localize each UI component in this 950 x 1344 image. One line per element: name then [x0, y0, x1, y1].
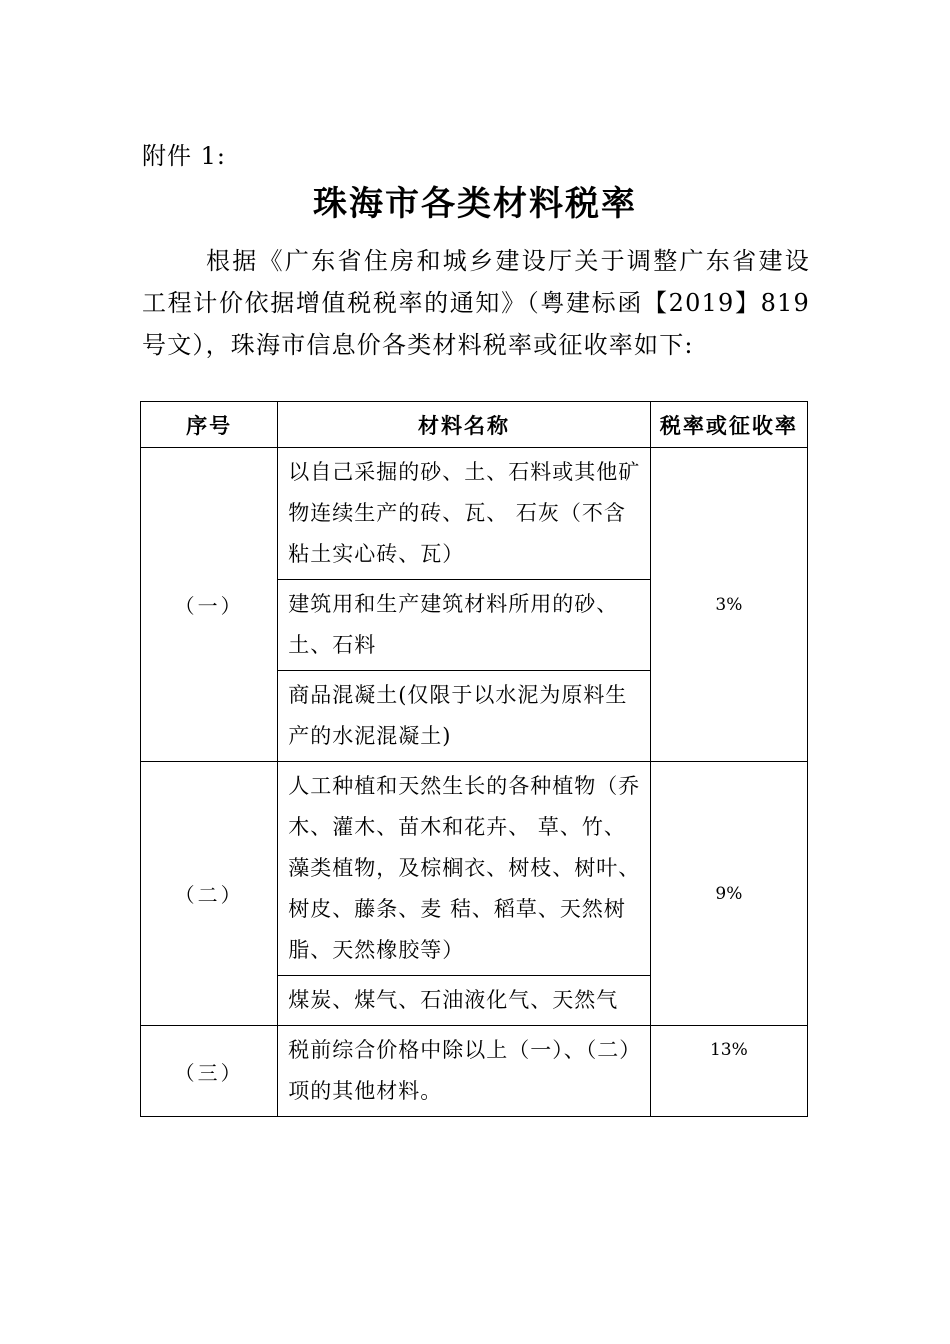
table-row	[141, 448, 808, 580]
group-rate: 9%	[650, 762, 807, 1026]
group-rate: 13%	[650, 1026, 807, 1117]
header-rate: 税率或征收率	[650, 402, 807, 448]
header-no: 序号	[141, 402, 278, 448]
table-row	[141, 762, 808, 976]
intro-paragraph: 根据《广东省住房和城乡建设厅关于调整广东省建设工程计价依据增值税税率的通知》（粤建标函【2019】819号文），珠海市信息价各类材料税率或征收率如下:	[142, 247, 810, 359]
group-number: （一）	[141, 448, 278, 762]
group-number: （三）	[141, 1026, 278, 1117]
tax-rate-table	[140, 401, 808, 1117]
group-rate: 3%	[650, 448, 807, 762]
header-material-name: 材料名称	[278, 402, 651, 448]
material-name: 建筑用和生产建筑材料所用的砂、土、石料	[278, 580, 651, 671]
document-title: 珠海市各类材料税率	[313, 184, 637, 224]
attachment-label: 附件 1:	[142, 142, 226, 170]
material-name: 煤炭、煤气、石油液化气、天然气	[278, 976, 651, 1026]
material-name: 以自己采掘的砂、土、石料或其他矿物连续生产的砖、瓦、 石灰（不含粘土实心砖、瓦）	[278, 448, 651, 580]
material-name: 税前综合价格中除以上（一）、（二）项的其他材料。	[278, 1026, 651, 1117]
table-row	[141, 1026, 808, 1117]
material-name: 商品混凝土(仅限于以水泥为原料生产的水泥混凝土)	[278, 671, 651, 762]
material-name: 人工种植和天然生长的各种植物（乔木、灌木、苗木和花卉、 草、竹、藻类植物，及棕榈衣、树枝、树叶、树皮、藤条、麦 秸、稻草、天然树脂、天然橡胶等）	[278, 762, 651, 976]
group-number: （二）	[141, 762, 278, 1026]
table-header-row	[141, 402, 808, 448]
